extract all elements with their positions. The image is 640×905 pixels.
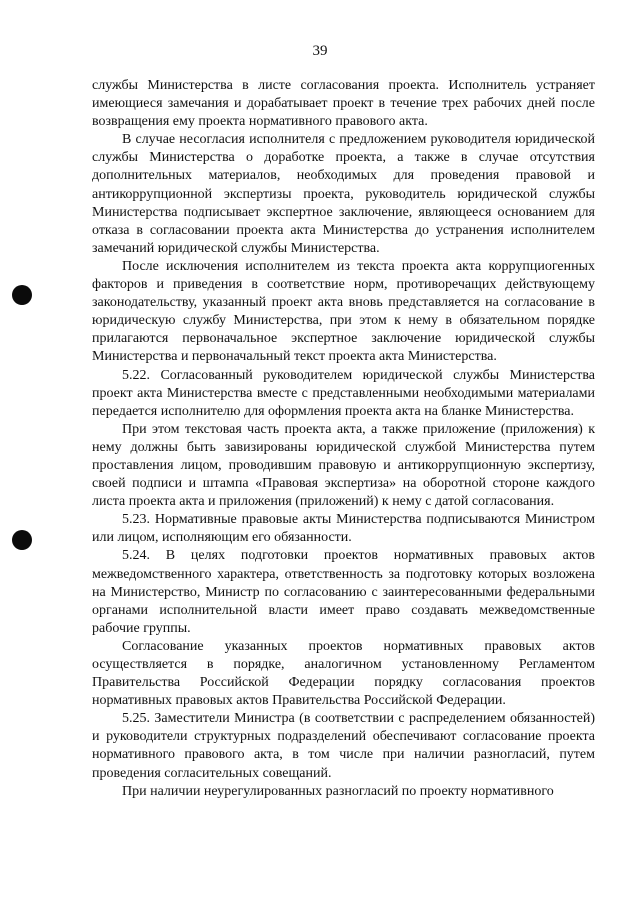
punch-hole-mark xyxy=(12,285,32,305)
paragraph: 5.25. Заместители Министра (в соответствии с распределением обязанностей) и руководители структурных подразделений обеспечивают согласование проекта нормативного правового акта, в том числе при наличии разногласий, путем проведения согласительных совещаний. xyxy=(92,711,595,781)
paragraph: После исключения исполнителем из текста проекта акта коррупциогенных факторов и приведения в соответствие норм, противоречащих действующему законодательству, указанный проект акта вновь представляется на согласование в юридическую службу Министерства, при этом к нему в обязательном порядке прилагаются первоначальное экспертное заключение юридической службы Министерства и первоначальный текст проекта акта Министерства. xyxy=(92,258,595,365)
punch-hole-mark xyxy=(12,530,32,550)
paragraph: 5.23. Нормативные правовые акты Министерства подписываются Министром или лицом, исполняющим его обязанности. xyxy=(92,512,595,546)
paragraph: службы Министерства в листе согласования проекта. Исполнитель устраняет имеющиеся замечания и дорабатывает проект в течение трех рабочих дней после возвращения ему проекта нормативного правового акта. xyxy=(92,78,595,130)
paragraph: В случае несогласия исполнителя с предложением руководителя юридической службы Министерства о доработке проекта, а также в случае отсутствия дополнительных материалов, необходимых для проведения правовой и антикоррупционной экспертизы проекта, руководитель юридической службы Министерства подписывает экспертное заключение, являющееся основанием для отказа в согласовании проекта акта Министерства до устранения исполнителем замечаний юридической службы Министерства. xyxy=(92,132,595,256)
body-text xyxy=(92,77,595,801)
paragraph: Согласование указанных проектов нормативных правовых актов осуществляется в порядке, аналогичном установленному Регламентом Правительства Российской Федерации порядку согласования проектов нормативных правовых актов Правительства Российской Федерации. xyxy=(92,638,595,709)
paragraph: При наличии неурегулированных разногласий по проекту нормативного xyxy=(122,783,554,799)
paragraph: 5.24. В целях подготовки проектов нормативных правовых актов межведомственного характера, ответственность за подготовку которых возложена на Министерство, Министр по согласованию с заинтересованными федеральными органами исполнительной власти имеет право создавать межведомственные рабочие группы. xyxy=(92,548,595,636)
paragraph: 5.22. Согласованный руководителем юридической службы Министерства проект акта Министерства вместе с представленными необходимыми материалами передается исполнителю для оформления проекта акта на бланке Министерства. xyxy=(92,367,595,419)
paragraph: При этом текстовая часть проекта акта, а также приложение (приложения) к нему должны быть завизированы юридической службой Министерства путем проставления лицом, проводившим правовую и антикоррупционную экспертизу, своей подписи и штампа «Правовая экспертиза» на оборотной стороне каждого листа проекта акта и приложения (приложений) к нему с датой согласования. xyxy=(92,421,595,510)
page-number: 39 xyxy=(312,43,328,59)
